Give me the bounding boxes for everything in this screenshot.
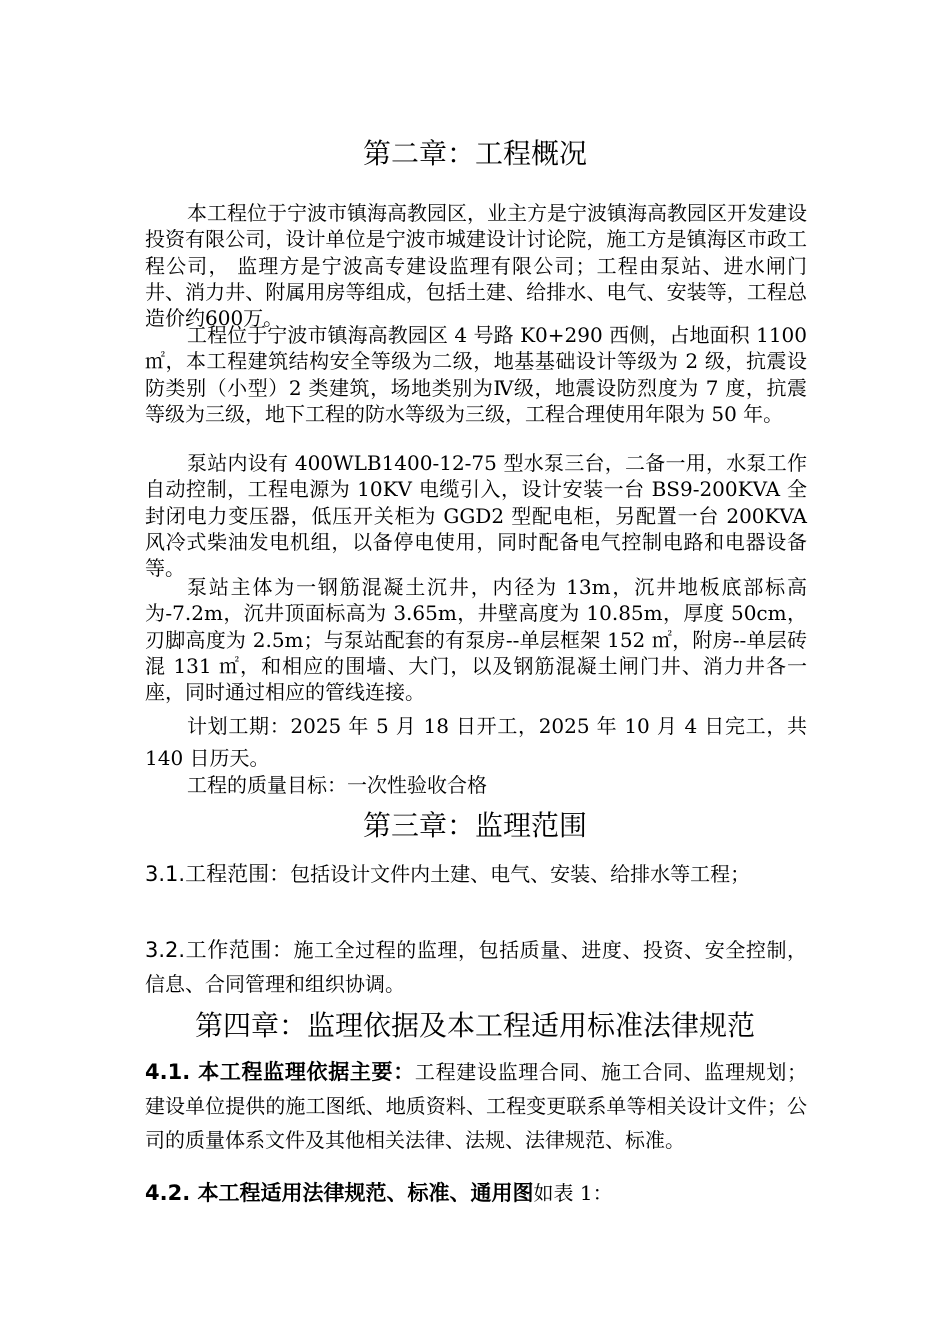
section-3-1-lead: 3.1.工程范围：	[145, 862, 291, 886]
section-3-1	[145, 857, 807, 891]
section-4-1-text: 工程建设监理合同、施工合同、监理规划；建设单位提供的施工图纸、地质资料、工程变更联系单等相关设计文件；公司的质量体系文件及其他相关法律、法规、法律规范、标准。	[145, 1060, 807, 1152]
chapter-2-title: 第二章：工程概况	[362, 137, 587, 170]
section-4-1-lead: 4.1. 本工程监理依据主要：	[145, 1060, 415, 1084]
overview-paragraph-2: 工程位于宁波市镇海高教园区 4 号路 K0+290 西侧，占地面积 1100㎡，本工程建筑结构安全等级为二级，地基基础设计等级为 2 级，抗震设防类别（小型）2 类建筑，场地类别为Ⅳ级，地震设防烈度为 7 度，抗震等级为三级，地下工程的防水等级为三级，工程合理使用年限为 50 年。	[145, 323, 807, 426]
section-4-2-text: 如表 1：	[533, 1181, 613, 1205]
section-4-1	[145, 1055, 807, 1157]
section-3-2-text: 施工全过程的监理，包括质量、进度、投资、安全控制，信息、合同管理和组织协调。	[145, 938, 808, 996]
overview-paragraph-1: 本工程位于宁波市镇海高教园区，业主方是宁波镇海高教园区开发建设投资有限公司，设计单位是宁波市城建设计讨论院，施工方是镇海区市政工程公司， 监理方是宁波高专建设监理有限公司；工程由泵站、进水闸门井、消力井、附属用房等组成，包括土建、给排水、电气、安装等，工程总造价约600万。	[145, 201, 807, 331]
quality-goal-paragraph: 工程的质量目标：一次性验收合格	[187, 773, 487, 797]
section-4-2	[145, 1176, 807, 1210]
chapter-4-title: 第四章：监理依据及本工程适用标准法律规范	[194, 1009, 755, 1042]
section-3-1-text: 包括设计文件内土建、电气、安装、给排水等工程；	[290, 862, 751, 886]
schedule-paragraph: 计划工期：2025 年 5 月 18 日开工，2025 年 10 月 4 日完工，共 140 日历天。	[145, 714, 807, 770]
chapter-3-title: 第三章：监理范围	[362, 809, 587, 842]
section-3-2-lead: 3.2.工作范围：	[145, 938, 294, 962]
section-3-2	[145, 933, 807, 1001]
overview-paragraph-3: 泵站内设有 400WLB1400-12-75 型水泵三台，二备一用，水泵工作自动控制，工程电源为 10KV 电缆引入，设计安装一台 BS9-200KVA 全封闭电力变压器，低压开关柜为 GGD2 型配电柜，另配置一台 200KVA 风冷式柴油发电机组，以备停电使用，同时配备电气控制电路和电器设备等。	[145, 451, 807, 581]
overview-paragraph-4: 泵站主体为一钢筋混凝土沉井，内径为 13m，沉井地板底部标高为-7.2m，沉井顶面标高为 3.65m，井壁高度为 10.85m，厚度 50cm，刃脚高度为 2.5m；与泵站配套的有泵房--单层框架 152 ㎡，附房--单层砖混 131 ㎡，和相应的围墙、大门，以及钢筋混凝土闸门井、消力井各一座，同时通过相应的管线连接。	[145, 575, 807, 705]
section-4-2-lead: 4.2. 本工程适用法律规范、标准、通用图	[145, 1181, 534, 1205]
